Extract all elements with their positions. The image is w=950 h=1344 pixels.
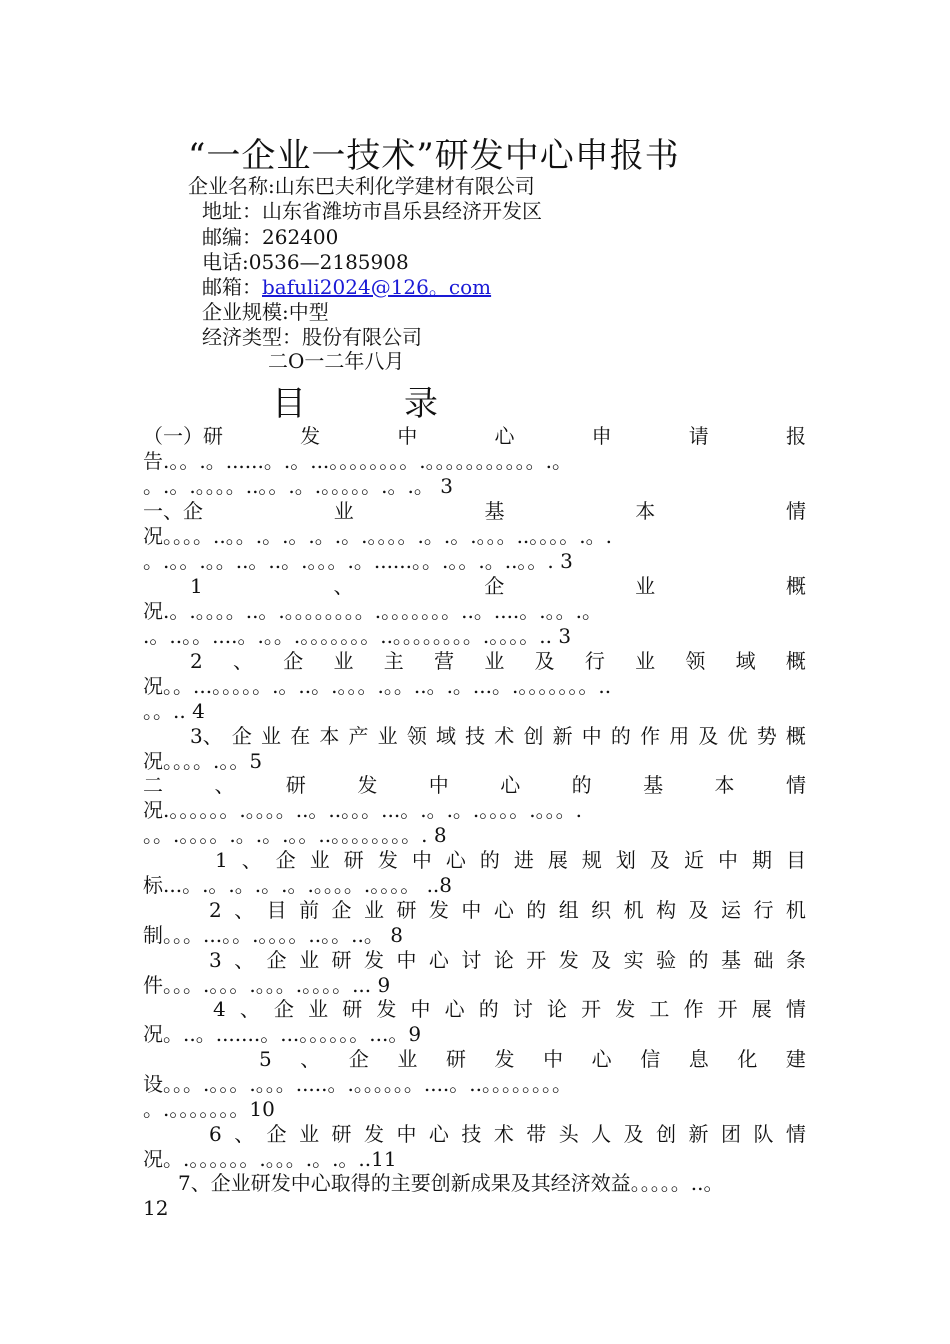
company-name: 企业名称:山东巴夫利化学建材有限公司: [188, 174, 535, 198]
toc-title-segment: 队: [753, 1122, 774, 1146]
toc-title-segment: 心: [428, 948, 449, 972]
toc-entry[interactable]: [143, 424, 806, 499]
toc-title-segment: 的: [479, 848, 500, 872]
toc-title-segment: 业: [333, 649, 354, 673]
toc-leader-line: 况。..。.......。...。。。。。。...。9: [143, 1022, 422, 1046]
document-title: “一企业一技术”研发中心申报书: [188, 136, 680, 176]
toc-title-segment: 机: [785, 898, 806, 922]
toc-title-segment: 验: [656, 948, 677, 972]
toc-title-segment: 用: [669, 724, 690, 748]
toc-title-segment: 一、企: [143, 499, 203, 523]
toc-title-segment: 企: [348, 1047, 369, 1071]
toc-title-segment: 论: [546, 997, 567, 1021]
toc-title-segment: 本: [714, 773, 735, 797]
toc-title-segment: 头: [558, 1122, 579, 1146]
toc-title-segment: 、: [234, 1122, 255, 1146]
toc-title-segment: 行: [584, 649, 605, 673]
toc-title-segment: 业: [261, 724, 282, 748]
toc-title-segment: 中: [543, 1047, 564, 1071]
toc-title-segment: 申: [591, 424, 612, 448]
toc-title-segment: 发: [428, 898, 449, 922]
toc-leader-line: 标...。.。.。.。.。.。。。。.。。。。 ..8: [143, 873, 453, 897]
toc-leader-line: 。。.。。。。.。.。.。。..。。。。。。。。. 8: [143, 823, 447, 847]
toc-title-segment: 域: [735, 649, 756, 673]
toc-title-segment: 业: [484, 649, 505, 673]
toc-entry[interactable]: [143, 724, 806, 774]
toc-leader-line: 件。。。.。。。.。。。.。。。。... 9: [143, 973, 391, 997]
toc-title-segment: 业: [333, 499, 354, 523]
toc-title-segment: 心: [445, 848, 466, 872]
toc-title-segment: 划: [615, 848, 636, 872]
toc-entry[interactable]: [143, 574, 806, 649]
toc-entry-title: 7、企业研发中心取得的主要创新成果及其经济效益。。。。。..。: [178, 1171, 724, 1195]
toc-entry[interactable]: [143, 1122, 806, 1172]
toc-title-segment: 基: [720, 948, 741, 972]
toc-title-segment: 作: [683, 997, 704, 1021]
toc-title-segment: 业: [309, 848, 330, 872]
toc-title-segment: 在: [290, 724, 311, 748]
toc-leader-line: 。.。。。。。。。10: [143, 1097, 275, 1121]
toc-title-segment: 发: [558, 948, 579, 972]
toc-title-segment: 作: [640, 724, 661, 748]
toc-title-segment: 心: [494, 424, 515, 448]
toc-title-segment: 研: [343, 848, 364, 872]
toc-title-segment: 开: [526, 948, 547, 972]
toc-title-segment: 、: [241, 848, 262, 872]
toc-title-segment: 企: [266, 1122, 287, 1146]
toc-title-segment: 企: [231, 724, 252, 748]
toc-title-segment: 业: [397, 1047, 418, 1071]
toc-title-segment: 及: [688, 898, 709, 922]
toc-entry[interactable]: [143, 773, 806, 848]
economic-type: 经济类型：股份有限公司: [202, 325, 422, 349]
toc-title-segment: 企: [266, 948, 287, 972]
toc-title-segment: 新: [552, 724, 573, 748]
toc-leader-line: 12: [143, 1196, 169, 1220]
toc-title-segment: 4: [213, 997, 226, 1021]
toc-title-segment: 展: [751, 997, 772, 1021]
toc-title-segment: 及: [591, 948, 612, 972]
toc-title-segment: 本: [319, 724, 340, 748]
toc-leader-line: 。.。.。。。。..。。.。.。。。。。.。.。 3: [143, 474, 453, 498]
toc-title-segment: 讨: [512, 997, 533, 1021]
toc-entry[interactable]: [143, 848, 806, 898]
toc-title-segment: 中: [410, 997, 431, 1021]
toc-title-segment: 1: [190, 574, 203, 598]
toc-leader-line: 设。。。.。。。.。。。.....。.。。。。。。....。..。。。。。。。。: [143, 1072, 573, 1096]
toc-title-segment: 人: [591, 1122, 612, 1146]
toc-title-segment: 及: [623, 1122, 644, 1146]
toc-title-segment: 术: [494, 724, 515, 748]
toc-title-segment: 心: [444, 997, 465, 1021]
toc-title-segment: 2: [190, 649, 203, 673]
toc-entry[interactable]: [143, 898, 806, 948]
toc-title-segment: 期: [751, 848, 772, 872]
email-line: [202, 275, 491, 299]
toc-leader-line: 。.。。.。。..。..。.。。。.。......。。.。。.。..。。. 3: [143, 549, 573, 573]
toc-title-segment: 主: [383, 649, 404, 673]
toc-title-segment: 研: [342, 997, 363, 1021]
toc-title-segment: 研: [285, 773, 306, 797]
toc-title-segment: 中: [461, 898, 482, 922]
toc-title-segment: 中: [717, 848, 738, 872]
toc-title-segment: 报: [785, 424, 806, 448]
toc-title-segment: 请: [688, 424, 709, 448]
toc-title-segment: 研: [445, 1047, 466, 1071]
toc-title-segment: 及: [649, 848, 670, 872]
toc-title-segment: 优: [727, 724, 748, 748]
toc-title-segment: 技: [461, 1122, 482, 1146]
toc-title-segment: 目: [786, 848, 806, 872]
toc-title-segment: 企: [273, 997, 294, 1021]
toc-entry-title: [143, 724, 806, 749]
toc-entry[interactable]: [143, 948, 806, 998]
toc-title-segment: 概: [785, 724, 806, 748]
toc-title-segment: 业: [299, 948, 320, 972]
toc-entry-title: [143, 997, 806, 1022]
toc-leader-line: 。。.. 4: [143, 699, 205, 723]
document-date: 二O一二年八月: [268, 349, 405, 373]
toc-title-segment: 创: [523, 724, 544, 748]
toc-title-segment: 本: [635, 499, 656, 523]
toc-title-segment: 业: [299, 1122, 320, 1146]
toc-title-segment: 3: [209, 948, 222, 972]
toc-title-segment: （一）研: [143, 424, 223, 448]
toc-title-segment: 研: [331, 948, 352, 972]
toc-title-segment: 行: [753, 898, 774, 922]
toc-entry-title: [143, 649, 806, 674]
toc-title-segment: 、: [333, 574, 354, 598]
toc-title-segment: 术: [493, 1122, 514, 1146]
toc-title-segment: 心: [500, 773, 521, 797]
toc-leader-line: 况.。。。。。。.。。。。..。..。。。...。.。.。.。。。。.。。。.: [143, 798, 583, 822]
toc-entry-title: [143, 948, 806, 973]
toc-title-segment: 情: [786, 499, 806, 523]
toc-entry[interactable]: [143, 499, 806, 574]
toc-leader-line: .。..。。....。.。。.。。。。。。。..。。。。。。。。.。。。。.. 3: [143, 624, 572, 648]
toc-title-segment: 发: [364, 1122, 384, 1146]
toc-title-segment: 发: [615, 997, 636, 1021]
toc-title-segment: 发: [357, 773, 378, 797]
toc-title-segment: 的: [478, 997, 499, 1021]
toc-title-segment: 中: [428, 773, 449, 797]
toc-entry-title: [143, 848, 806, 873]
toc-title-segment: 领: [685, 649, 706, 673]
toc-title-segment: 基: [484, 499, 505, 523]
toc-title-segment: 构: [656, 898, 677, 922]
toc-title-segment: 的: [526, 898, 547, 922]
toc-title-segment: 发: [364, 948, 384, 972]
toc-title-segment: 情: [785, 1122, 806, 1146]
toc-title-segment: 心: [428, 1122, 449, 1146]
toc-title-segment: 中: [396, 948, 417, 972]
toc-title-segment: 业: [308, 997, 329, 1021]
toc-title-segment: 工: [649, 997, 670, 1021]
toc-title-segment: 中: [581, 724, 602, 748]
toc-title-segment: 情: [785, 773, 806, 797]
toc-title-segment: 运: [720, 898, 741, 922]
toc-title-segment: 1: [215, 848, 228, 872]
toc-title-segment: 领: [406, 724, 427, 748]
toc-title-segment: 发: [377, 848, 398, 872]
toc-entry-title: [143, 1122, 806, 1147]
toc-title-segment: 的: [688, 948, 709, 972]
toc-title-segment: 二: [143, 773, 163, 797]
toc-title-segment: 论: [493, 948, 514, 972]
company-scale: 企业规模:中型: [202, 300, 329, 324]
toc-title-segment: 化: [737, 1047, 758, 1071]
email-label: 邮箱：: [202, 275, 262, 299]
toc-leader-line: 况.。.。。。。..。.。。。。。。。。.。。。。。。。..。....。.。。.。: [143, 599, 603, 623]
toc-leader-line: 告.。。.。......。.。...。。。。。。。。.。。。。。。。。。。。.。: [143, 449, 573, 473]
toc-title-segment: 带: [526, 1122, 547, 1146]
postcode: 邮编：262400: [202, 225, 339, 249]
toc-title-segment: 前: [299, 898, 320, 922]
toc-title-segment: 产: [348, 724, 369, 748]
toc-entry-title: [143, 773, 806, 798]
toc-title-segment: 中: [411, 848, 432, 872]
toc-title-segment: 业: [635, 574, 656, 598]
toc-entry[interactable]: [143, 1171, 806, 1221]
email-link[interactable]: bafuli2024@126。com: [262, 275, 492, 299]
toc-title-segment: 企: [484, 574, 505, 598]
toc-entry-title: [143, 424, 806, 449]
toc-leader-line: 况。。。。.。。5: [143, 749, 263, 773]
toc-title-segment: 础: [753, 948, 774, 972]
toc-title-segment: 6: [209, 1122, 222, 1146]
toc-title-segment: 开: [581, 997, 602, 1021]
toc-heading-char-1: 目: [272, 384, 306, 424]
toc-entry[interactable]: [143, 649, 806, 724]
toc-title-segment: 企: [331, 898, 352, 922]
toc-title-segment: 、: [233, 649, 253, 673]
toc-title-segment: 企: [283, 649, 304, 673]
toc-title-segment: 业: [364, 898, 384, 922]
toc-title-segment: 研: [396, 898, 417, 922]
toc-title-segment: 、: [234, 898, 255, 922]
toc-title-segment: 的: [610, 724, 631, 748]
toc-leader-line: 况。.。。。。。。.。。。.。.。..11: [143, 1147, 397, 1171]
toc-heading: [272, 376, 438, 425]
toc-title-segment: 中: [397, 424, 418, 448]
toc-entry-title: [143, 1047, 806, 1072]
company-address: 地址：山东省潍坊市昌乐县经济开发区: [202, 199, 542, 223]
toc-entry-title: [143, 499, 806, 524]
toc-entry[interactable]: [143, 997, 806, 1047]
toc-title-segment: 发: [300, 424, 321, 448]
toc-entry-title: [143, 898, 806, 923]
toc-title-segment: 中: [396, 1122, 417, 1146]
toc-heading-char-2: 录: [404, 384, 438, 424]
toc-title-segment: 企: [275, 848, 296, 872]
toc-title-segment: 实: [623, 948, 644, 972]
toc-leader-line: 况。。。。..。。.。.。.。.。.。。。。.。.。.。。。..。。。。.。.: [143, 524, 613, 548]
toc-title-segment: 心: [493, 898, 514, 922]
toc-title-segment: 业: [635, 649, 656, 673]
toc-title-segment: 营: [434, 649, 455, 673]
toc-title-segment: 及: [698, 724, 719, 748]
toc-title-segment: 情: [785, 997, 806, 1021]
toc-leader-line: 况。。...。。。。。.。..。.。。。.。。..。.。...。.。。。。。。。..: [143, 674, 612, 698]
toc-title-segment: 条: [785, 948, 806, 972]
phone: 电话:0536—2185908: [202, 250, 409, 274]
toc-title-segment: 及: [534, 649, 555, 673]
toc-title-segment: 进: [513, 848, 534, 872]
toc-title-segment: 5: [259, 1047, 272, 1071]
toc-title-segment: 的: [571, 773, 592, 797]
toc-title-segment: 心: [591, 1047, 612, 1071]
toc-leader-line: 制。。。...。。.。。。。..。。..。 8: [143, 923, 403, 947]
toc-title-segment: 、: [239, 997, 260, 1021]
toc-title-segment: 业: [377, 724, 398, 748]
toc-title-segment: 势: [756, 724, 777, 748]
toc-title-segment: 、: [300, 1047, 321, 1071]
toc-title-segment: 讨: [461, 948, 482, 972]
toc-title-segment: 发: [494, 1047, 515, 1071]
toc-title-segment: 3、: [190, 724, 223, 748]
toc-title-segment: 技: [465, 724, 486, 748]
toc-title-segment: 概: [785, 574, 806, 598]
toc-title-segment: 开: [717, 997, 738, 1021]
toc-title-segment: 目: [266, 898, 287, 922]
toc-title-segment: 新: [688, 1122, 709, 1146]
toc-entry-title: [143, 574, 806, 599]
toc-title-segment: 近: [683, 848, 704, 872]
toc-title-segment: 、: [214, 773, 235, 797]
toc-entry[interactable]: [143, 1047, 806, 1122]
toc-title-segment: 基: [643, 773, 664, 797]
toc-title-segment: 规: [581, 848, 602, 872]
toc-title-segment: 建: [785, 1047, 806, 1071]
toc-title-segment: 概: [785, 649, 806, 673]
toc-title-segment: 发: [376, 997, 397, 1021]
toc-title-segment: 信: [640, 1047, 661, 1071]
toc-title-segment: 织: [591, 898, 612, 922]
toc-title-segment: 研: [331, 1122, 352, 1146]
toc-title-segment: 展: [547, 848, 568, 872]
toc-title-segment: 团: [720, 1122, 741, 1146]
toc-title-segment: 创: [656, 1122, 677, 1146]
toc-title-segment: 机: [623, 898, 644, 922]
toc-title-segment: 组: [558, 898, 579, 922]
toc-title-segment: 、: [234, 948, 255, 972]
toc-title-segment: 息: [688, 1047, 709, 1071]
toc-title-segment: 域: [435, 724, 456, 748]
toc-title-segment: 2: [209, 898, 222, 922]
